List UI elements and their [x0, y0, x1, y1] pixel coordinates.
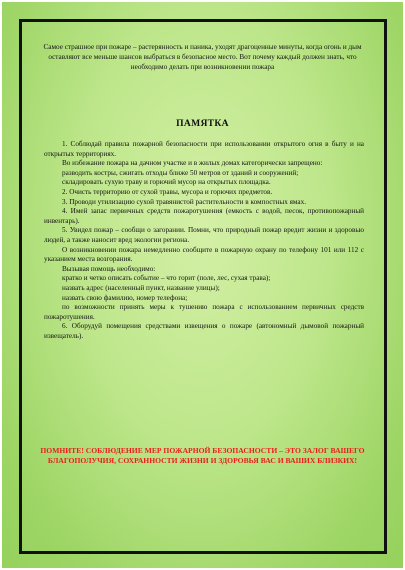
memo-item: 5. Увидел пожар – сообщи о загорании. Помни, что природный пожар вредит жизни и здоровью людей, а также наносит вред экологии региона.	[44, 226, 364, 244]
memo-item: по возможности принять меры к тушению пожара с использованием первичных средств пожаротушения.	[44, 303, 364, 321]
warning-text: ПОМНИТЕ! СОБЛЮДЕНИЕ МЕР ПОЖАРНОЙ БЕЗОПАСНОСТИ – ЭТО ЗАЛОГ ВАШЕГО БЛАГОПОЛУЧИЯ, СОХРАННОСТИ ЖИЗНИ И ЗДОРОВЬЯ ВАС И ВАШИХ БЛИЗКИХ!	[40, 446, 365, 466]
memo-item: назвать адрес (населенный пункт, название улицы);	[62, 283, 220, 292]
memo-item: 6. Оборудуй помещения средствами извещения о пожаре (автономный дымовой пожарный извещатель).	[44, 322, 364, 340]
memo-item: 2. Очисть территорию от сухой травы, мусора и горючих предметов.	[62, 187, 273, 196]
intro-text: Самое страшное при пожаре – растерянность и паника, уходят драгоценные минуты, когда огонь и дым оставляют все меньше шансов выбраться в безопасное место. Вот почему каждый должен знать, что необходимо делать при возникновении пожара	[43, 43, 362, 71]
memo-item: 4. Имей запас первичных средств пожаротушения (емкость с водой, песок, противопожарный инвентарь).	[44, 207, 364, 225]
memo-item: разводить костры, сжигать отходы ближе 50 метров от зданий и сооружений;	[62, 168, 299, 177]
memo-title: ПАМЯТКА	[176, 118, 229, 129]
memo-item: Вызывая помощь необходимо:	[62, 264, 156, 273]
memo-item: Во избежание пожара на дачном участке и в жилых домах категорически запрещено:	[62, 159, 323, 168]
memo-item: кратко и четко описать событие – что горит (поле, лес, сухая трава);	[62, 274, 271, 283]
memo-item: О возникновении пожара немедленно сообщите в пожарную охрану по телефону 101 или 112 с указанием места возгорания.	[44, 245, 364, 264]
memo-item: назвать свою фамилию, номер телефона;	[62, 293, 188, 302]
memo-item: складировать сухую траву и горючий мусор на открытых площадка.	[62, 178, 271, 187]
memo-item: 3. Проводи утилизацию сухой травянистой растительности в компостных ямах.	[62, 197, 307, 206]
memo-item: 1. Соблюдай правила пожарной безопасности при использовании открытого огня в быту и на открытых территориях.	[44, 140, 364, 158]
memo-body	[44, 140, 364, 341]
